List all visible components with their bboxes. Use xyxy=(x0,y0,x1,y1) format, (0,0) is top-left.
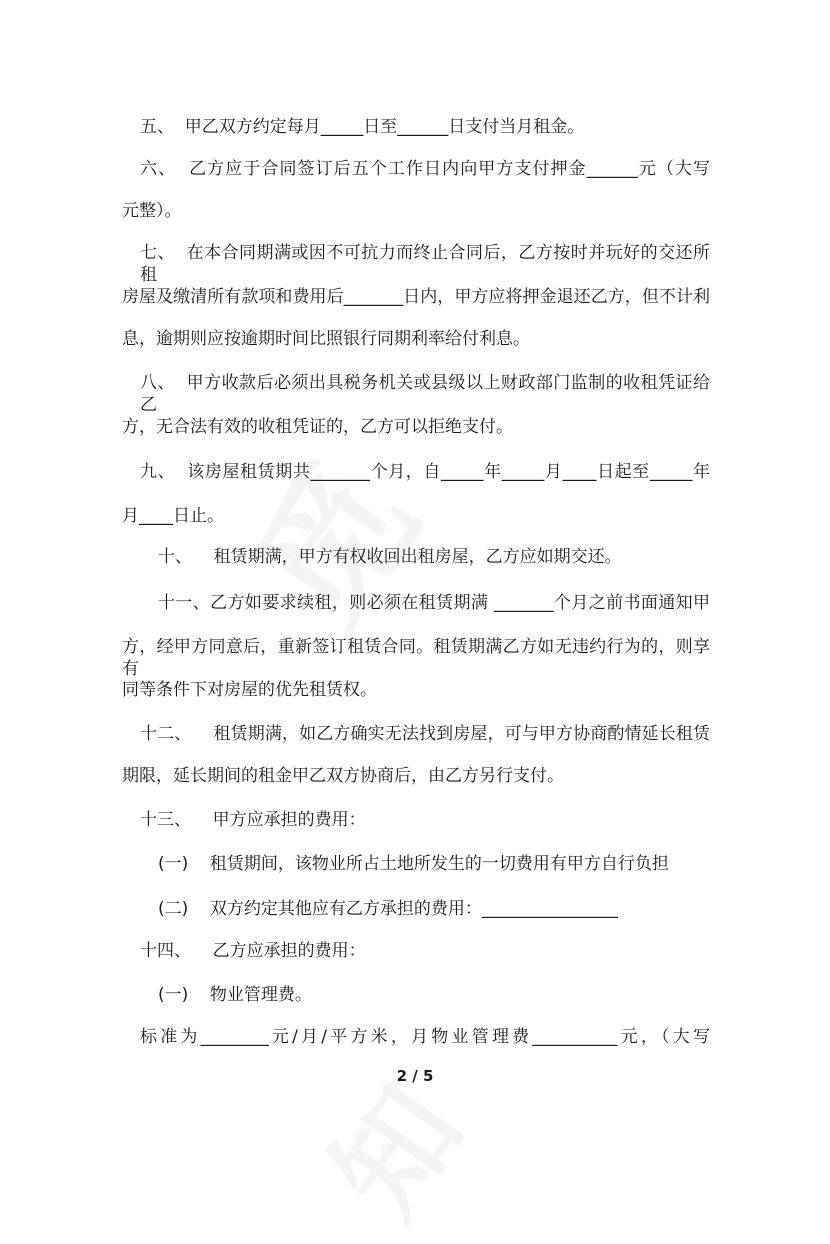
watermark xyxy=(194,415,457,662)
clause-9-cont: 月____日止。 xyxy=(122,506,224,526)
clause-7: 七、 在本合同期满或因不可抗力而终止合同后，乙方按时并玩好的交还所租 xyxy=(140,243,710,285)
clause-5: 五、 甲乙双方约定每月_____日至______日支付当月租金。 xyxy=(140,117,585,137)
clause-7-cont: 息，逾期则应按逾期时间比照银行同期利率给付利息。 xyxy=(122,329,530,349)
page-number: 2 / 5 xyxy=(396,1067,434,1085)
clause-11-cont: 同等条件下对房屋的优先租赁权。 xyxy=(122,680,377,700)
clause-13-item-1: (一) 租赁期间，该物业所占土地所发生的一切费用有甲方自行负担 xyxy=(158,854,669,874)
clause-8: 八、 甲方收款后必须出具税务机关或县级以上财政部门监制的收租凭证给乙 xyxy=(140,373,710,415)
clause-11-cont: 方，经甲方同意后，重新签订租赁合同。租赁期满乙方如无违约行为的，则享有 xyxy=(122,637,710,679)
clause-12-cont: 期限，延长期间的租金甲乙双方协商后，由乙方另行支付。 xyxy=(122,766,564,786)
clause-8-cont: 方，无合法有效的收租凭证的，乙方可以拒绝支付。 xyxy=(122,417,513,437)
clause-12: 十二、 租赁期满，如乙方确实无法找到房屋，可与甲方协商酌情延长租赁 xyxy=(140,724,710,744)
clause-13: 十三、 甲方应承担的费用： xyxy=(140,810,366,830)
clause-6: 六、 乙方应于合同签订后五个工作日内向甲方支付押金______元（大写 xyxy=(140,159,710,179)
clause-6-cont: 元整）。 xyxy=(122,201,182,221)
clause-7-cont: 房屋及缴清所有款项和费用后_______日内，甲方应将押金退还乙方，但不计利 xyxy=(122,287,710,307)
clause-10: 十、 租赁期满，甲方有权收回出租房屋，乙方应如期交还。 xyxy=(158,547,622,567)
clause-14-standard: 标准为________元/月/平方米，月物业管理费__________元，（大写 xyxy=(140,1027,710,1047)
clause-13-item-2: (二) 双方约定其他应有乙方承担的费用：________________ xyxy=(158,899,618,919)
clause-11: 十一、乙方如要求续租，则必须在租赁期满 _______个月之前书面通知甲 xyxy=(158,593,710,613)
clause-14: 十四、 乙方应承担的费用： xyxy=(140,941,366,961)
clause-9: 九、 该房屋租赁期共_______个月，自_____年_____月____日起至_____年 xyxy=(140,462,710,482)
clause-14-item-1: (一) 物业管理费。 xyxy=(158,985,312,1005)
